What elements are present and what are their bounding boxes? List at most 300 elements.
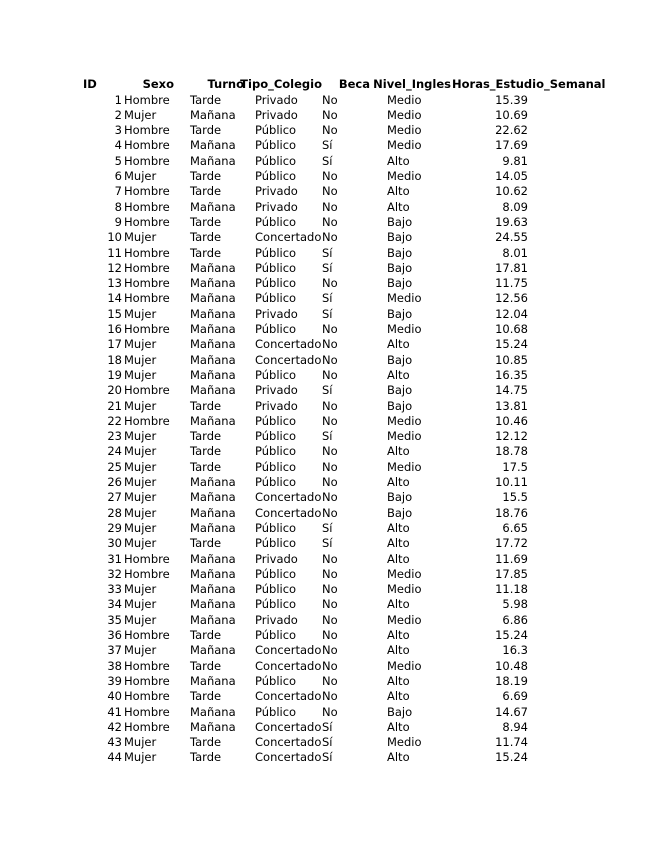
cell-tipo-colegio: Público — [255, 628, 297, 642]
cell-id: 18 — [107, 352, 122, 367]
cell-id: 35 — [107, 612, 122, 627]
cell-nivel-ingles: Bajo — [387, 230, 413, 245]
table-row — [0, 750, 655, 765]
cell-beca: No — [322, 704, 338, 719]
cell-sexo: Mujer — [124, 597, 157, 612]
table-row — [0, 689, 655, 704]
cell-beca: No — [322, 582, 338, 597]
cell-sexo: Hombre — [124, 322, 170, 336]
table-row — [0, 674, 655, 689]
table-row — [0, 291, 655, 306]
cell-nivel-ingles: Alto — [387, 153, 410, 168]
table-row — [0, 353, 655, 368]
cell-turno: Mañana — [190, 582, 236, 597]
cell-sexo: Hombre — [124, 689, 170, 704]
cell-id: 5 — [114, 153, 122, 168]
cell-tipo-colegio: Concertado — [255, 719, 322, 734]
cell-sexo: Hombre — [124, 199, 170, 214]
cell-horas-estudio: 24.55 — [495, 230, 528, 245]
cell-sexo: Mujer — [124, 505, 157, 520]
cell-id: 25 — [107, 459, 122, 474]
cell-horas-estudio: 16.3 — [502, 643, 528, 658]
table-row — [0, 521, 655, 536]
cell-nivel-ingles: Alto — [387, 673, 410, 688]
cell-turno: Mañana — [190, 490, 236, 505]
cell-sexo: Mujer — [124, 536, 157, 551]
cell-tipo-colegio: Público — [255, 520, 297, 535]
cell-sexo: Mujer — [124, 169, 157, 183]
cell-id: 37 — [107, 643, 122, 658]
cell-nivel-ingles: Bajo — [387, 276, 413, 291]
cell-id: 24 — [107, 444, 122, 459]
cell-nivel-ingles: Medio — [387, 566, 422, 581]
cell-id: 12 — [107, 260, 122, 275]
table-row — [0, 705, 655, 720]
cell-beca: No — [322, 276, 338, 291]
cell-sexo: Hombre — [124, 291, 170, 306]
cell-id: 15 — [107, 306, 122, 321]
cell-horas-estudio: 11.75 — [495, 276, 528, 291]
cell-tipo-colegio: Concertado — [255, 352, 322, 367]
cell-turno: Tarde — [190, 459, 222, 474]
cell-tipo-colegio: Privado — [255, 107, 298, 122]
cell-horas-estudio: 18.76 — [495, 505, 528, 520]
cell-turno: Mañana — [190, 612, 236, 627]
cell-sexo: Mujer — [124, 643, 157, 658]
cell-horas-estudio: 11.74 — [495, 735, 528, 750]
cell-id: 6 — [114, 169, 122, 183]
cell-tipo-colegio: Privado — [255, 199, 298, 214]
cell-id: 23 — [107, 429, 122, 444]
table-row — [0, 307, 655, 322]
cell-beca: No — [322, 475, 338, 489]
cell-tipo-colegio: Privado — [255, 398, 298, 413]
cell-sexo: Mujer — [124, 520, 157, 535]
cell-horas-estudio: 5.98 — [502, 597, 528, 612]
cell-tipo-colegio: Público — [255, 367, 297, 382]
cell-beca: Sí — [322, 306, 333, 321]
cell-tipo-colegio: Concertado — [255, 658, 322, 673]
cell-beca: No — [322, 673, 338, 688]
cell-sexo: Hombre — [124, 138, 170, 153]
cell-sexo: Mujer — [124, 429, 157, 444]
cell-sexo: Mujer — [124, 582, 157, 597]
cell-nivel-ingles: Medio — [387, 612, 422, 627]
cell-beca: No — [322, 337, 338, 352]
table-row — [0, 582, 655, 597]
cell-id: 10 — [107, 230, 122, 245]
cell-sexo: Mujer — [124, 306, 157, 321]
cell-nivel-ingles: Medio — [387, 169, 422, 183]
cell-nivel-ingles: Medio — [387, 322, 422, 336]
header-nivel-ingles: Nivel_Ingles — [373, 77, 451, 91]
table-row — [0, 215, 655, 230]
cell-nivel-ingles: Alto — [387, 750, 410, 765]
cell-beca: No — [322, 123, 338, 138]
table-row — [0, 200, 655, 215]
cell-beca: No — [322, 689, 338, 704]
cell-sexo: Hombre — [124, 566, 170, 581]
cell-tipo-colegio: Público — [255, 429, 297, 444]
cell-tipo-colegio: Concertado — [255, 689, 322, 704]
table-row — [0, 429, 655, 444]
cell-turno: Mañana — [190, 352, 236, 367]
cell-nivel-ingles: Alto — [387, 337, 410, 352]
cell-turno: Mañana — [190, 322, 236, 336]
table-row — [0, 261, 655, 276]
cell-id: 30 — [107, 536, 122, 551]
cell-id: 41 — [107, 704, 122, 719]
cell-horas-estudio: 13.81 — [495, 398, 528, 413]
cell-beca: No — [322, 459, 338, 474]
cell-nivel-ingles: Alto — [387, 184, 410, 199]
cell-turno: Tarde — [190, 444, 222, 459]
cell-tipo-colegio: Público — [255, 475, 297, 489]
table-row — [0, 506, 655, 521]
cell-tipo-colegio: Público — [255, 704, 297, 719]
cell-beca: No — [322, 551, 338, 566]
cell-sexo: Hombre — [124, 551, 170, 566]
cell-horas-estudio: 14.75 — [495, 383, 528, 398]
table-row — [0, 735, 655, 750]
cell-tipo-colegio: Público — [255, 153, 297, 168]
cell-turno: Mañana — [190, 337, 236, 352]
cell-turno: Mañana — [190, 566, 236, 581]
cell-sexo: Hombre — [124, 153, 170, 168]
cell-horas-estudio: 10.11 — [495, 475, 528, 489]
cell-tipo-colegio: Público — [255, 214, 297, 229]
cell-turno: Mañana — [190, 673, 236, 688]
cell-turno: Mañana — [190, 475, 236, 489]
cell-beca: Sí — [322, 536, 333, 551]
cell-turno: Tarde — [190, 429, 222, 444]
cell-turno: Tarde — [190, 184, 222, 199]
cell-sexo: Hombre — [124, 260, 170, 275]
cell-tipo-colegio: Público — [255, 413, 297, 428]
cell-nivel-ingles: Bajo — [387, 260, 413, 275]
cell-turno: Tarde — [190, 750, 222, 765]
cell-beca: No — [322, 597, 338, 612]
table-row — [0, 613, 655, 628]
cell-horas-estudio: 8.01 — [502, 245, 528, 260]
cell-sexo: Mujer — [124, 490, 157, 505]
cell-beca: Sí — [322, 520, 333, 535]
cell-horas-estudio: 15.5 — [502, 490, 528, 505]
cell-id: 7 — [114, 184, 122, 199]
cell-id: 17 — [107, 337, 122, 352]
cell-nivel-ingles: Bajo — [387, 505, 413, 520]
cell-id: 8 — [114, 199, 122, 214]
cell-nivel-ingles: Medio — [387, 735, 422, 750]
cell-tipo-colegio: Privado — [255, 184, 298, 199]
cell-id: 9 — [114, 214, 122, 229]
cell-tipo-colegio: Concertado — [255, 337, 322, 352]
cell-nivel-ingles: Medio — [387, 291, 422, 306]
cell-turno: Mañana — [190, 551, 236, 566]
table-row — [0, 383, 655, 398]
cell-nivel-ingles: Alto — [387, 520, 410, 535]
table-row — [0, 643, 655, 658]
header-horas-estudio: Horas_Estudio_Semanal — [452, 77, 606, 91]
cell-tipo-colegio: Público — [255, 169, 297, 183]
cell-tipo-colegio: Público — [255, 566, 297, 581]
table-row — [0, 536, 655, 551]
table-row — [0, 552, 655, 567]
cell-sexo: Mujer — [124, 337, 157, 352]
cell-tipo-colegio: Concertado — [255, 230, 322, 245]
cell-beca: Sí — [322, 383, 333, 398]
cell-beca: Sí — [322, 750, 333, 765]
cell-turno: Mañana — [190, 306, 236, 321]
cell-beca: Sí — [322, 429, 333, 444]
cell-tipo-colegio: Público — [255, 582, 297, 597]
cell-sexo: Hombre — [124, 92, 170, 107]
cell-id: 2 — [114, 107, 122, 122]
cell-turno: Tarde — [190, 398, 222, 413]
cell-sexo: Hombre — [124, 214, 170, 229]
cell-turno: Tarde — [190, 92, 222, 107]
cell-tipo-colegio: Privado — [255, 551, 298, 566]
table-row — [0, 399, 655, 414]
cell-horas-estudio: 10.68 — [495, 322, 528, 336]
cell-beca: No — [322, 169, 338, 183]
cell-sexo: Mujer — [124, 735, 157, 750]
cell-sexo: Mujer — [124, 398, 157, 413]
cell-beca: No — [322, 352, 338, 367]
table-row — [0, 659, 655, 674]
cell-nivel-ingles: Bajo — [387, 306, 413, 321]
cell-id: 27 — [107, 490, 122, 505]
cell-id: 21 — [107, 398, 122, 413]
cell-beca: No — [322, 505, 338, 520]
cell-id: 16 — [107, 322, 122, 336]
cell-nivel-ingles: Bajo — [387, 383, 413, 398]
cell-horas-estudio: 11.69 — [495, 551, 528, 566]
cell-turno: Mañana — [190, 413, 236, 428]
cell-nivel-ingles: Medio — [387, 658, 422, 673]
cell-id: 31 — [107, 551, 122, 566]
cell-id: 14 — [107, 291, 122, 306]
cell-turno: Mañana — [190, 291, 236, 306]
cell-tipo-colegio: Privado — [255, 612, 298, 627]
cell-nivel-ingles: Medio — [387, 138, 422, 153]
cell-turno: Mañana — [190, 383, 236, 398]
cell-horas-estudio: 17.81 — [495, 260, 528, 275]
cell-tipo-colegio: Concertado — [255, 643, 322, 658]
table-row — [0, 169, 655, 184]
cell-turno: Mañana — [190, 276, 236, 291]
cell-nivel-ingles: Alto — [387, 367, 410, 382]
cell-id: 39 — [107, 673, 122, 688]
cell-tipo-colegio: Concertado — [255, 490, 322, 505]
cell-sexo: Mujer — [124, 230, 157, 245]
cell-tipo-colegio: Público — [255, 260, 297, 275]
cell-horas-estudio: 17.72 — [495, 536, 528, 551]
table-row — [0, 246, 655, 261]
cell-sexo: Hombre — [124, 245, 170, 260]
cell-sexo: Hombre — [124, 628, 170, 642]
cell-tipo-colegio: Privado — [255, 383, 298, 398]
table-row — [0, 597, 655, 612]
cell-nivel-ingles: Alto — [387, 475, 410, 489]
cell-id: 36 — [107, 628, 122, 642]
cell-id: 33 — [107, 582, 122, 597]
cell-id: 26 — [107, 475, 122, 489]
cell-horas-estudio: 14.05 — [495, 169, 528, 183]
cell-turno: Mañana — [190, 138, 236, 153]
cell-nivel-ingles: Medio — [387, 429, 422, 444]
cell-nivel-ingles: Bajo — [387, 490, 413, 505]
cell-tipo-colegio: Público — [255, 597, 297, 612]
cell-tipo-colegio: Público — [255, 459, 297, 474]
table-row — [0, 490, 655, 505]
table-row — [0, 322, 655, 337]
cell-id: 19 — [107, 367, 122, 382]
cell-beca: No — [322, 199, 338, 214]
table-row — [0, 628, 655, 643]
cell-beca: Sí — [322, 719, 333, 734]
cell-turno: Tarde — [190, 169, 222, 183]
cell-horas-estudio: 17.69 — [495, 138, 528, 153]
cell-tipo-colegio: Público — [255, 245, 297, 260]
cell-tipo-colegio: Concertado — [255, 505, 322, 520]
cell-beca: No — [322, 322, 338, 336]
cell-tipo-colegio: Público — [255, 291, 297, 306]
cell-horas-estudio: 15.39 — [495, 92, 528, 107]
cell-horas-estudio: 14.67 — [495, 704, 528, 719]
cell-horas-estudio: 19.63 — [495, 214, 528, 229]
table-row — [0, 567, 655, 582]
cell-horas-estudio: 16.35 — [495, 367, 528, 382]
cell-turno: Mañana — [190, 505, 236, 520]
cell-nivel-ingles: Medio — [387, 92, 422, 107]
table-row — [0, 276, 655, 291]
header-tipo-colegio: Tipo_Colegio — [240, 77, 322, 91]
cell-tipo-colegio: Concertado — [255, 735, 322, 750]
cell-beca: No — [322, 658, 338, 673]
cell-beca: No — [322, 107, 338, 122]
cell-horas-estudio: 10.62 — [495, 184, 528, 199]
cell-beca: Sí — [322, 735, 333, 750]
cell-sexo: Hombre — [124, 123, 170, 138]
header-row — [0, 77, 655, 92]
cell-nivel-ingles: Bajo — [387, 352, 413, 367]
cell-id: 3 — [114, 123, 122, 138]
cell-id: 11 — [107, 245, 122, 260]
cell-beca: No — [322, 413, 338, 428]
cell-nivel-ingles: Medio — [387, 582, 422, 597]
header-sexo: Sexo — [142, 77, 174, 91]
cell-tipo-colegio: Público — [255, 138, 297, 153]
cell-tipo-colegio: Público — [255, 123, 297, 138]
cell-horas-estudio: 10.85 — [495, 352, 528, 367]
cell-beca: No — [322, 612, 338, 627]
cell-id: 4 — [114, 138, 122, 153]
cell-horas-estudio: 12.56 — [495, 291, 528, 306]
cell-nivel-ingles: Medio — [387, 413, 422, 428]
cell-horas-estudio: 15.24 — [495, 337, 528, 352]
cell-sexo: Hombre — [124, 658, 170, 673]
cell-sexo: Hombre — [124, 719, 170, 734]
cell-sexo: Mujer — [124, 459, 157, 474]
header-id: ID — [83, 77, 97, 91]
cell-sexo: Mujer — [124, 367, 157, 382]
cell-horas-estudio: 9.81 — [502, 153, 528, 168]
cell-turno: Mañana — [190, 107, 236, 122]
table-row — [0, 154, 655, 169]
cell-sexo: Mujer — [124, 612, 157, 627]
cell-tipo-colegio: Público — [255, 673, 297, 688]
cell-tipo-colegio: Privado — [255, 306, 298, 321]
cell-nivel-ingles: Bajo — [387, 398, 413, 413]
cell-nivel-ingles: Alto — [387, 643, 410, 658]
table-row — [0, 230, 655, 245]
cell-sexo: Hombre — [124, 704, 170, 719]
cell-turno: Tarde — [190, 245, 222, 260]
cell-nivel-ingles: Alto — [387, 719, 410, 734]
cell-nivel-ingles: Alto — [387, 444, 410, 459]
cell-horas-estudio: 10.69 — [495, 107, 528, 122]
header-turno: Turno — [207, 77, 244, 91]
cell-horas-estudio: 8.09 — [502, 199, 528, 214]
cell-nivel-ingles: Bajo — [387, 214, 413, 229]
cell-horas-estudio: 17.5 — [502, 459, 528, 474]
cell-sexo: Mujer — [124, 750, 157, 765]
cell-beca: No — [322, 490, 338, 505]
cell-turno: Tarde — [190, 628, 222, 642]
cell-horas-estudio: 10.48 — [495, 658, 528, 673]
cell-nivel-ingles: Medio — [387, 459, 422, 474]
table-row — [0, 444, 655, 459]
cell-sexo: Mujer — [124, 444, 157, 459]
cell-sexo: Mujer — [124, 352, 157, 367]
cell-turno: Mañana — [190, 597, 236, 612]
cell-horas-estudio: 8.94 — [502, 719, 528, 734]
cell-beca: No — [322, 628, 338, 642]
cell-turno: Tarde — [190, 536, 222, 551]
table-row — [0, 337, 655, 352]
cell-horas-estudio: 12.12 — [495, 429, 528, 444]
cell-beca: No — [322, 214, 338, 229]
cell-id: 20 — [107, 383, 122, 398]
cell-sexo: Mujer — [124, 475, 157, 489]
table-row — [0, 108, 655, 123]
table-row — [0, 414, 655, 429]
cell-horas-estudio: 15.24 — [495, 750, 528, 765]
cell-horas-estudio: 6.86 — [502, 612, 528, 627]
cell-sexo: Hombre — [124, 184, 170, 199]
cell-turno: Mañana — [190, 199, 236, 214]
cell-beca: No — [322, 92, 338, 107]
cell-nivel-ingles: Alto — [387, 597, 410, 612]
cell-beca: No — [322, 566, 338, 581]
cell-sexo: Hombre — [124, 673, 170, 688]
cell-beca: Sí — [322, 245, 333, 260]
cell-beca: Sí — [322, 291, 333, 306]
cell-turno: Mañana — [190, 367, 236, 382]
cell-id: 29 — [107, 520, 122, 535]
cell-turno: Tarde — [190, 658, 222, 673]
cell-turno: Mañana — [190, 260, 236, 275]
table-row — [0, 460, 655, 475]
cell-tipo-colegio: Público — [255, 444, 297, 459]
cell-id: 40 — [107, 689, 122, 704]
header-beca: Beca — [338, 77, 370, 91]
cell-turno: Tarde — [190, 230, 222, 245]
cell-sexo: Hombre — [124, 383, 170, 398]
cell-nivel-ingles: Alto — [387, 551, 410, 566]
cell-sexo: Hombre — [124, 276, 170, 291]
